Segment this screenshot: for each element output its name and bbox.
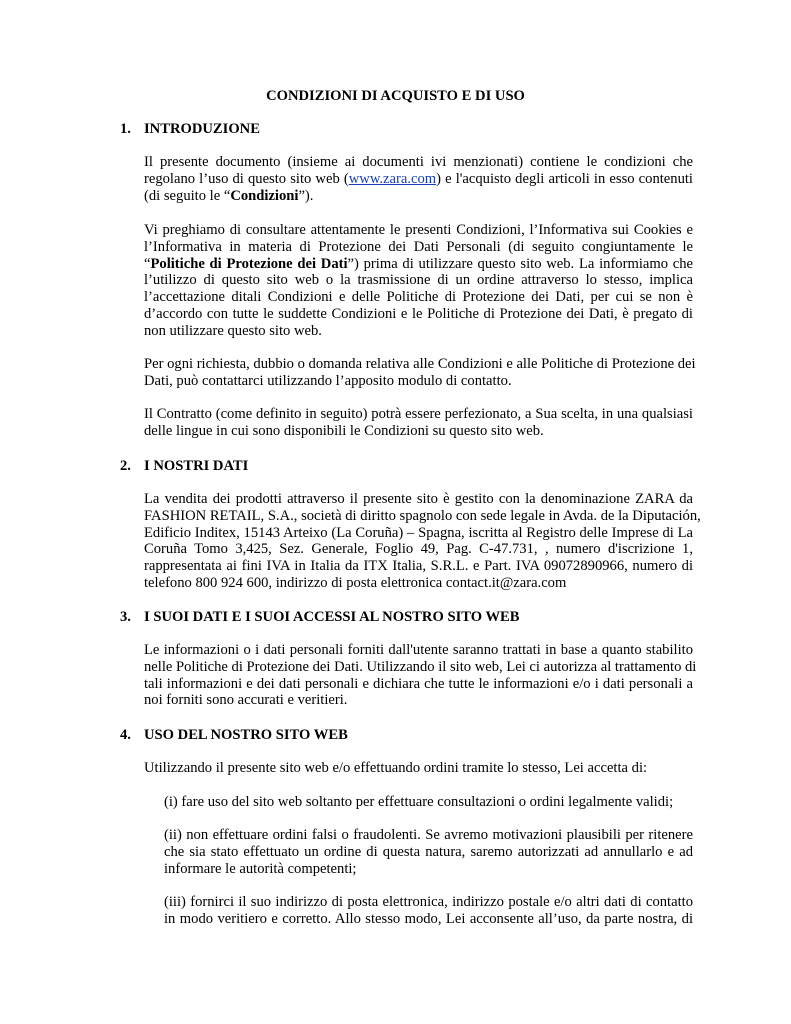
text-line: (i) fare uso del sito web soltanto per effettuare consultazioni o ordini legalmente validi; — [164, 794, 674, 810]
section-title: INTRODUZIONE — [144, 121, 260, 137]
text-line — [144, 188, 693, 205]
text-fragment: ) e l'acquisto degli articoli in esso contenuti — [436, 170, 693, 187]
section-title: I SUOI DATI E I SUOI ACCESSI AL NOSTRO SITO WEB — [144, 609, 520, 625]
site-use-intro — [144, 760, 693, 777]
text-line: delle lingue in cui sono disponibili le Condizioni su questo sito web. — [144, 422, 544, 439]
our-data-paragraph — [144, 491, 701, 592]
text-fragment: ”) prima di utilizzare questo sito web. La informiamo che — [347, 255, 693, 272]
text-line: d’accordo con tutte le suddette Condizioni e le Politiche di Protezione dei Dati, è pregato di — [144, 305, 693, 322]
text-line: Dati, può contattarci utilizzando l’apposito modulo di contatto. — [144, 372, 512, 389]
intro-paragraph-4 — [144, 406, 693, 440]
zara-site-link[interactable]: www.zara.com — [348, 170, 437, 187]
text-line: La vendita dei prodotti attraverso il presente sito è gestito con la denominazione ZARA da — [144, 491, 693, 507]
site-use-item-iii — [164, 894, 693, 928]
text-line: Per ogni richiesta, dubbio o domanda relativa alle Condizioni e alle Politiche di Protezione dei — [144, 356, 696, 372]
text-line: informare le autorità competenti; — [164, 860, 357, 877]
section-title: USO DEL NOSTRO SITO WEB — [144, 727, 348, 743]
site-use-item-i — [164, 794, 693, 811]
document-title: CONDIZIONI DI ACQUISTO E DI USO — [266, 88, 525, 104]
text-line: noi forniti sono accurati e veritieri. — [144, 692, 348, 709]
site-use-item-ii — [164, 827, 693, 877]
section-number: 3. — [120, 609, 131, 625]
section-heading-suoi-dati — [120, 609, 520, 626]
text-line: l’Informativa in materia di Protezione dei Dati Personali (di seguito congiuntamente le — [144, 238, 693, 255]
text-line: Utilizzando il presente sito web e/o effettuando ordini tramite lo stesso, Lei accetta di: — [144, 760, 648, 776]
text-line: rappresentata ai fini IVA in Italia da ITX Italia, S.R.L. e Part. IVA 09072890966, numero di — [144, 558, 693, 575]
text-fragment: ”). — [298, 187, 314, 204]
text-line: Coruña Tomo 3,425, Sez. Generale, Foglio 49, Pag. C-47.731, , numero d'iscrizione 1, — [144, 541, 693, 558]
section-title: I NOSTRI DATI — [144, 458, 249, 474]
section-heading-introduzione — [120, 121, 260, 138]
your-data-paragraph — [144, 642, 697, 709]
text-line: telefono 800 924 600, indirizzo di posta elettronica contact.it@zara.com — [144, 574, 567, 591]
intro-paragraph-1 — [144, 154, 693, 204]
defined-term-politiche: Politiche di Protezione dei Dati — [150, 255, 348, 272]
text-fragment: regolano l’uso di questo sito web ( — [144, 170, 349, 187]
section-heading-uso-sito — [120, 727, 348, 744]
text-line: Le informazioni o i dati personali forniti dall'utente saranno trattati in base a quanto stabilito — [144, 642, 693, 658]
text-line: Edificio Inditex, 15143 Arteixo (La Coruña) – Spagna, iscritta al Registro delle Imprese di La — [144, 524, 693, 541]
section-heading-nostri-dati — [120, 458, 248, 475]
text-fragment: (di seguito le “ — [144, 187, 231, 204]
text-line: (ii) non effettuare ordini falsi o fraudolenti. Se avremo motivazioni plausibili per ritenere — [164, 827, 693, 843]
text-line: non utilizzare questo sito web. — [144, 322, 322, 339]
text-line: tali informazioni e dei dati personali e dichiara che tutte le informazioni e/o i dati personali a — [144, 675, 693, 692]
intro-paragraph-2 — [144, 222, 693, 340]
text-line: FASHION RETAIL, S.A., società di diritto spagnolo con sede legale in Avda. de la Diputación, — [144, 507, 701, 524]
defined-term-condizioni: Condizioni — [230, 187, 299, 204]
text-fragment: “ — [144, 255, 151, 272]
text-line: l’utilizzo di questo sito web o la trasmissione di un ordine attraverso lo stesso, implica — [144, 272, 693, 289]
text-line — [144, 171, 693, 188]
text-line — [144, 256, 693, 273]
text-line: che sia stato effettuato un ordine di questa natura, saremo autorizzati ad annullarlo e ad — [164, 843, 693, 860]
section-number: 2. — [120, 458, 131, 474]
text-line: l’accettazione ditali Condizioni e delle Politiche di Protezione dei Dati, per cui se non è — [144, 289, 693, 306]
section-number: 1. — [120, 121, 131, 137]
section-number: 4. — [120, 727, 131, 743]
text-line: (iii) fornirci il suo indirizzo di posta elettronica, indirizzo postale e/o altri dati di contatto — [164, 894, 693, 910]
text-line: in modo veritiero e corretto. Allo stesso modo, Lei acconsente all’uso, da parte nostra, di — [164, 910, 693, 927]
text-line: Il Contratto (come definito in seguito) potrà essere perfezionato, a Sua scelta, in una qualsiasi — [144, 406, 693, 422]
text-line: Vi preghiamo di consultare attentamente le presenti Condizioni, l’Informativa sui Cookies e — [144, 222, 693, 238]
intro-paragraph-3 — [144, 356, 696, 390]
text-line: nelle Politiche di Protezione dei Dati. Utilizzando il sito web, Lei ci autorizza al trattamento di — [144, 658, 697, 675]
text-line: Il presente documento (insieme ai documenti ivi menzionati) contiene le condizioni che — [144, 154, 693, 170]
